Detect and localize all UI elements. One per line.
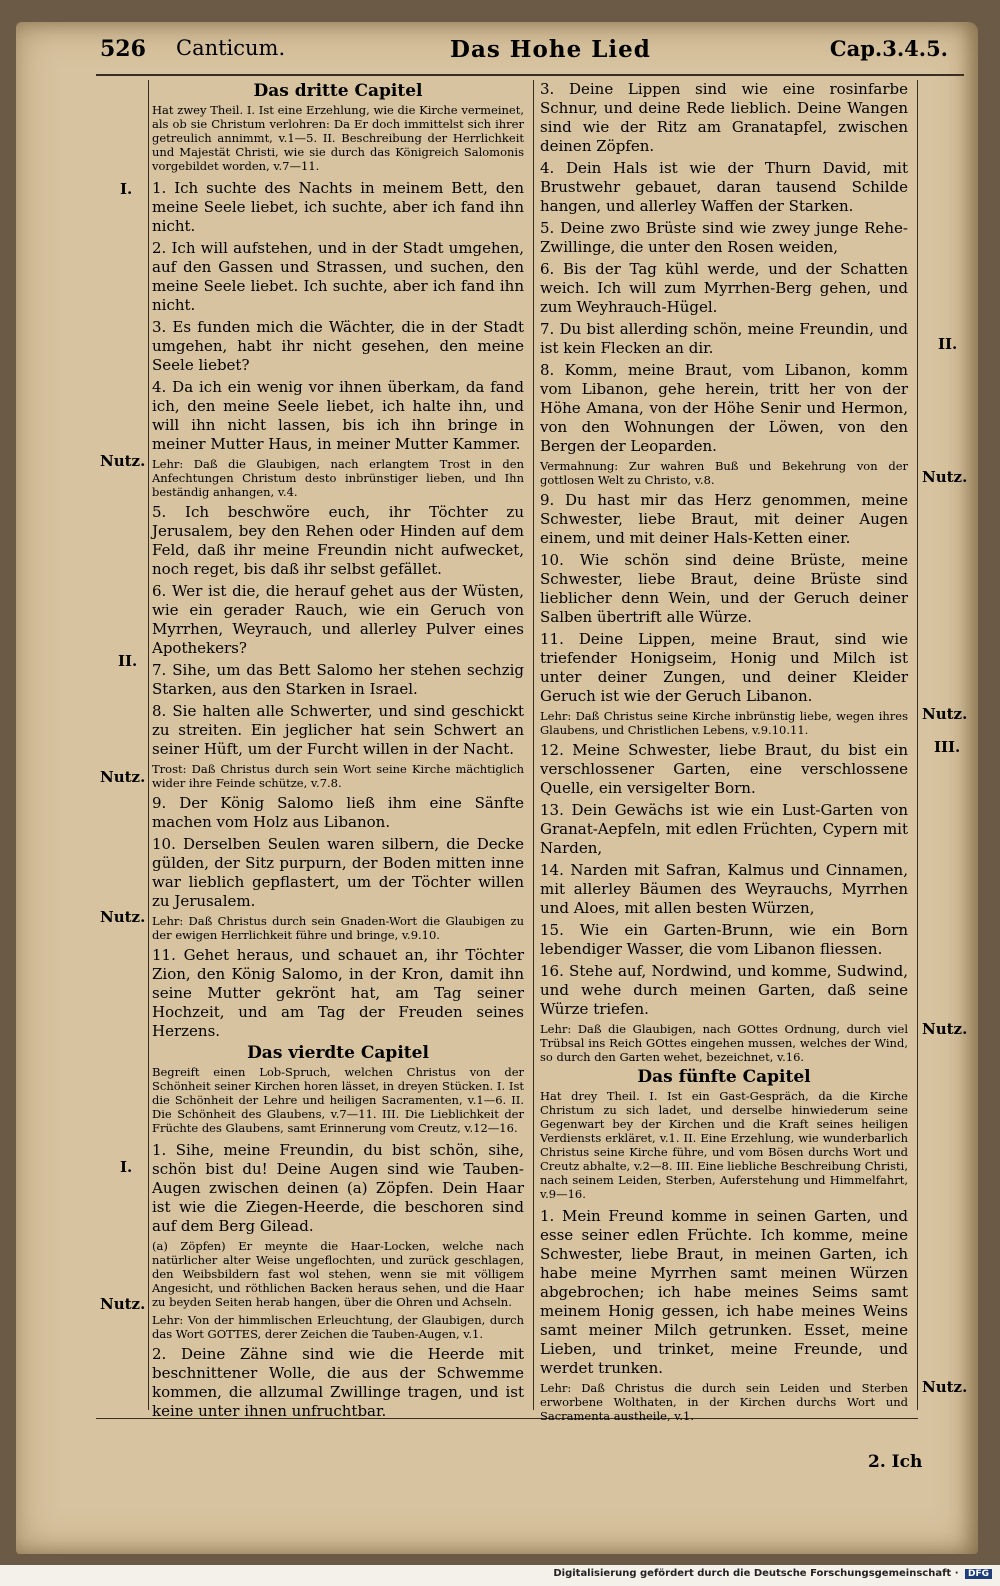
doctrine-note: Lehr: Daß die Glaubigen, nach erlangtem Trost in den Anfechtungen Christum desto inbrünstiger lieben, und Ihn beständig anhangen, v.4. [152, 457, 524, 499]
doctrine-note: Lehr: Daß Christus seine Kirche inbrünstig liebe, wegen ihres Glaubens, und Christlichen Lebens, v.9.10.11. [540, 709, 908, 737]
chapter-summary: Hat zwey Theil. I. Ist eine Erzehlung, wie die Kirche vermeinet, als ob sie Christum verlohren: Da Er doch immittelst sich ihrer getreulich annimmt, v.1—5. II. Beschreibung der Herrlichkeit und Majestät Christi, wie sie durch das Königreich Salomonis vorgebildet worden, v.7—11. [152, 103, 524, 173]
verse: 13. Dein Gewächs ist wie ein Lust-Garten von Granat-Aepfeln, mit edlen Früchten, Cypern mit Narden, [540, 801, 908, 857]
verse: 1. Mein Freund komme in seinen Garten, und esse seiner edlen Früchte. Ich komme, meine Schwester, liebe Braut, in meinen Garten, ich habe meine Myrrhen samt meinen Würzen abgebrochen; ich habe meines Seims samt meinem Honig gessen, ich habe meines Weins samt meiner Milch getrunken. Esset, meine Lieben, und trinket, meine Freunde, und werdet trunken. [540, 1207, 908, 1377]
verse: 14. Narden mit Safran, Kalmus und Cinnamen, mit allerley Bäumen des Weyrauchs, Myrrhen und Aloes, mit allen besten Würzen, [540, 861, 908, 917]
verse: 6. Wer ist die, die herauf gehet aus der Wüsten, wie ein gerader Rauch, wie ein Geruch von Myrrhen, Weyrauch, und allerley Pulver eines Apothekers? [152, 582, 524, 657]
verse: 2. Deine Zähne sind wie die Heerde mit beschnittener Wolle, die aus der Schwemme kommen, die allzumal Zwillinge tragen, und ist keine unter ihnen unfruchtbar. [152, 1345, 524, 1420]
latin-title: Canticum. [176, 36, 286, 60]
chapter-heading: Das vierdte Capitel [247, 1043, 429, 1063]
margin-note: Nutz. [100, 1295, 146, 1313]
margin-note: Nutz. [922, 1378, 968, 1396]
chapter-summary: Hat drey Theil. I. Ist ein Gast-Gespräch, da die Kirche Christum zu sich ladet, und derselbe hinwiederum seine Gegenwart bey der Kirchen und die Kraft seines heiligen Verdiensts erkläret, v.1. II. Eine Erzehlung, wie wunderbarlich Christus seine Kirche führe, und vom Bösen durchs Wort und Creutz abhalte, v.2—8. III. Eine liebliche Beschreibung Christi, nach seinem Leiden, Sterben, Auferstehung und Himmelfahrt, v.9—16. [540, 1089, 908, 1201]
catchword: 2. Ich [868, 1452, 923, 1472]
footnote: (a) Zöpfen) Er meynte die Haar-Locken, welche nach natürlicher alter Weise ungeflochten, und zurück geschlagen, den Weibsbildern fast wol stehen, wenn sie mit völligem Angesicht, und röthlichen Backen heraus sehen, und die Haar zu beyden Seiten herab hangen, über die Ohren und Achseln. [152, 1239, 524, 1309]
margin-note: I. [120, 180, 133, 198]
verse: 8. Sie halten alle Schwerter, und sind geschickt zu streiten. Ein jeglicher hat sein Schwert an seiner Hüft, um der Furcht willen in der Nacht. [152, 702, 524, 758]
verse: 2. Ich will aufstehen, und in der Stadt umgehen, auf den Gassen und Strassen, und suchen, den meine Seele liebet. Ich suchte, aber ich fand ihn nicht. [152, 239, 524, 314]
credit-text: Digitalisierung gefördert durch die Deutsche Forschungsgemeinschaft · [553, 1568, 959, 1579]
verse: 1. Sihe, meine Freundin, du bist schön, sihe, schön bist du! Deine Augen sind wie Tauben-Augen zwischen deinen (a) Zöpfen. Dein Haar ist wie die Ziegen-Heerde, die beschoren sind auf dem Berg Gilead. [152, 1141, 524, 1235]
center-column-rule [533, 80, 534, 1410]
chapter-summary: Begreift einen Lob-Spruch, welchen Christus von der Schönheit seiner Kirchen horen lässet, in dreyen Stücken. I. Ist die Schönheit der Lehre und heiligen Sacramenten, v.1—6. II. Die Schönheit des Glaubens, v.7—11. III. Die Lieblichkeit der Früchte des Glaubens, samt Erinnerung vom Creutz, v.12—16. [152, 1065, 524, 1135]
verse: 6. Bis der Tag kühl werde, und der Schatten weich. Ich will zum Myrrhen-Berg gehen, und zum Weyhrauch-Hügel. [540, 260, 908, 316]
verse: 4. Da ich ein wenig vor ihnen überkam, da fand ich, den meine Seele liebet, ich halte ihn, und will ihn nicht lassen, bis ich ihn bringe in meiner Mutter Haus, in meiner Mutter Kammer. [152, 378, 524, 453]
doctrine-note: Lehr: Daß Christus durch sein Gnaden-Wort die Glaubigen zu der ewigen Herrlichkeit führe und bringe, v.9.10. [152, 914, 524, 942]
right-column-rule [917, 80, 918, 1410]
margin-note: II. [938, 335, 958, 353]
doctrine-note: Lehr: Daß Christus die durch sein Leiden und Sterben erworbene Wolthaten, in der Kirchen durchs Wort und Sacramenta austheile, v.1. [540, 1381, 908, 1423]
verse: 11. Deine Lippen, meine Braut, sind wie triefender Honigseim, Honig und Milch ist unter deiner Zungen, und deiner Kleider Geruch ist wie der Geruch Libanon. [540, 630, 908, 705]
verse: 15. Wie ein Garten-Brunn, wie ein Born lebendiger Wasser, die vom Libanon fliessen. [540, 921, 908, 958]
digitization-credit [553, 1568, 992, 1579]
margin-note: Nutz. [922, 1020, 968, 1038]
verse: 7. Du bist allerding schön, meine Freundin, und ist kein Flecken an dir. [540, 320, 908, 357]
left-column-rule [148, 80, 149, 1410]
dfg-logo: DFG [965, 1569, 992, 1579]
verse: 3. Es funden mich die Wächter, die in der Stadt umgehen, habt ihr nicht gesehen, den meine Seele liebet? [152, 318, 524, 374]
verse: 3. Deine Lippen sind wie eine rosinfarbe Schnur, und deine Rede lieblich. Deine Wangen sind wie der Ritz am Granatapfel, zwischen deinen Zöpfen. [540, 80, 908, 155]
margin-note: Nutz. [100, 768, 146, 786]
margin-note: II. [118, 652, 138, 670]
verse: 10. Wie schön sind deine Brüste, meine Schwester, liebe Braut, deine Brüste sind lieblicher denn Wein, und der Geruch deiner Salben übertrift alle Würze. [540, 551, 908, 626]
verse: 4. Dein Hals ist wie der Thurn David, mit Brustwehr gebauet, daran tausend Schilde hangen, und allerley Waffen der Starken. [540, 159, 908, 215]
header-rule [96, 74, 964, 76]
margin-note: Nutz. [100, 908, 146, 926]
verse: 5. Ich beschwöre euch, ihr Töchter zu Jerusalem, bey den Rehen oder Hinden auf dem Feld, daß ihr meine Freundin nicht aufwecket, noch reget, bis daß ihr selbst gefället. [152, 503, 524, 578]
margin-note: Nutz. [922, 468, 968, 486]
page-header [78, 36, 978, 76]
doctrine-note: Vermahnung: Zur wahren Buß und Bekehrung von der gottlosen Welt zu Christo, v.8. [540, 459, 908, 487]
verse: 16. Stehe auf, Nordwind, und komme, Sudwind, und wehe durch meinen Garten, daß seine Würze triefen. [540, 962, 908, 1018]
verse: 5. Deine zwo Brüste sind wie zwey junge Rehe-Zwillinge, die unter den Rosen weiden, [540, 219, 908, 256]
verse: 8. Komm, meine Braut, vom Libanon, komm vom Libanon, gehe herein, tritt her von der Höhe Amana, von der Höhe Senir und Hermon, von den Wohnungen der Löwen, von den Bergen der Leoparden. [540, 361, 908, 455]
right-text-column [540, 80, 908, 1423]
doctrine-note: Lehr: Von der himmlischen Erleuchtung, der Glaubigen, durch das Wort GOTTES, derer Zeichen die Tauben-Augen, v.1. [152, 1313, 524, 1341]
left-text-column [152, 80, 524, 1420]
margin-note: III. [934, 738, 961, 756]
chapter-range: Cap.3.4.5. [829, 36, 948, 61]
verse: 7. Sihe, um das Bett Salomo her stehen sechzig Starken, aus den Starken in Israel. [152, 661, 524, 698]
verse: 10. Derselben Seulen waren silbern, die Decke gülden, der Sitz purpurn, der Boden mitten inne war lieblich gepflastert, um der Töchter willen zu Jerusalem. [152, 835, 524, 910]
verse: 11. Gehet heraus, und schauet an, ihr Töchter Zion, den König Salomo, in der Kron, damit ihn seine Mutter gekrönt hat, am Tag seiner Hochzeit, und am Tag der Freuden seines Herzens. [152, 946, 524, 1040]
verse: 9. Der König Salomo ließ ihm eine Sänfte machen vom Holz aus Libanon. [152, 794, 524, 831]
doctrine-note: Trost: Daß Christus durch sein Wort seine Kirche mächtiglich wider ihre Feinde schütze, v.7.8. [152, 762, 524, 790]
margin-note: Nutz. [100, 452, 146, 470]
chapter-heading: Das dritte Capitel [253, 81, 423, 101]
doctrine-note: Lehr: Daß die Glaubigen, nach GOttes Ordnung, durch viel Trübsal ins Reich GOttes eingehen mussen, welches der Wind, so durch den Garten wehet, bezeichnet, v.16. [540, 1022, 908, 1064]
margin-note: I. [120, 1158, 133, 1176]
verse: 1. Ich suchte des Nachts in meinem Bett, den meine Seele liebet, ich suchte, aber ich fand ihn nicht. [152, 179, 524, 235]
chapter-heading: Das fünfte Capitel [637, 1067, 811, 1087]
verse: 12. Meine Schwester, liebe Braut, du bist ein verschlossener Garten, eine verschlossene Quelle, ein versigelter Born. [540, 741, 908, 797]
margin-note: Nutz. [922, 705, 968, 723]
verse: 9. Du hast mir das Herz genommen, meine Schwester, liebe Braut, mit deiner Augen einem, und mit deiner Hals-Ketten einer. [540, 491, 908, 547]
book-title: Das Hohe Lied [450, 36, 651, 63]
page-number: 526 [100, 36, 146, 62]
